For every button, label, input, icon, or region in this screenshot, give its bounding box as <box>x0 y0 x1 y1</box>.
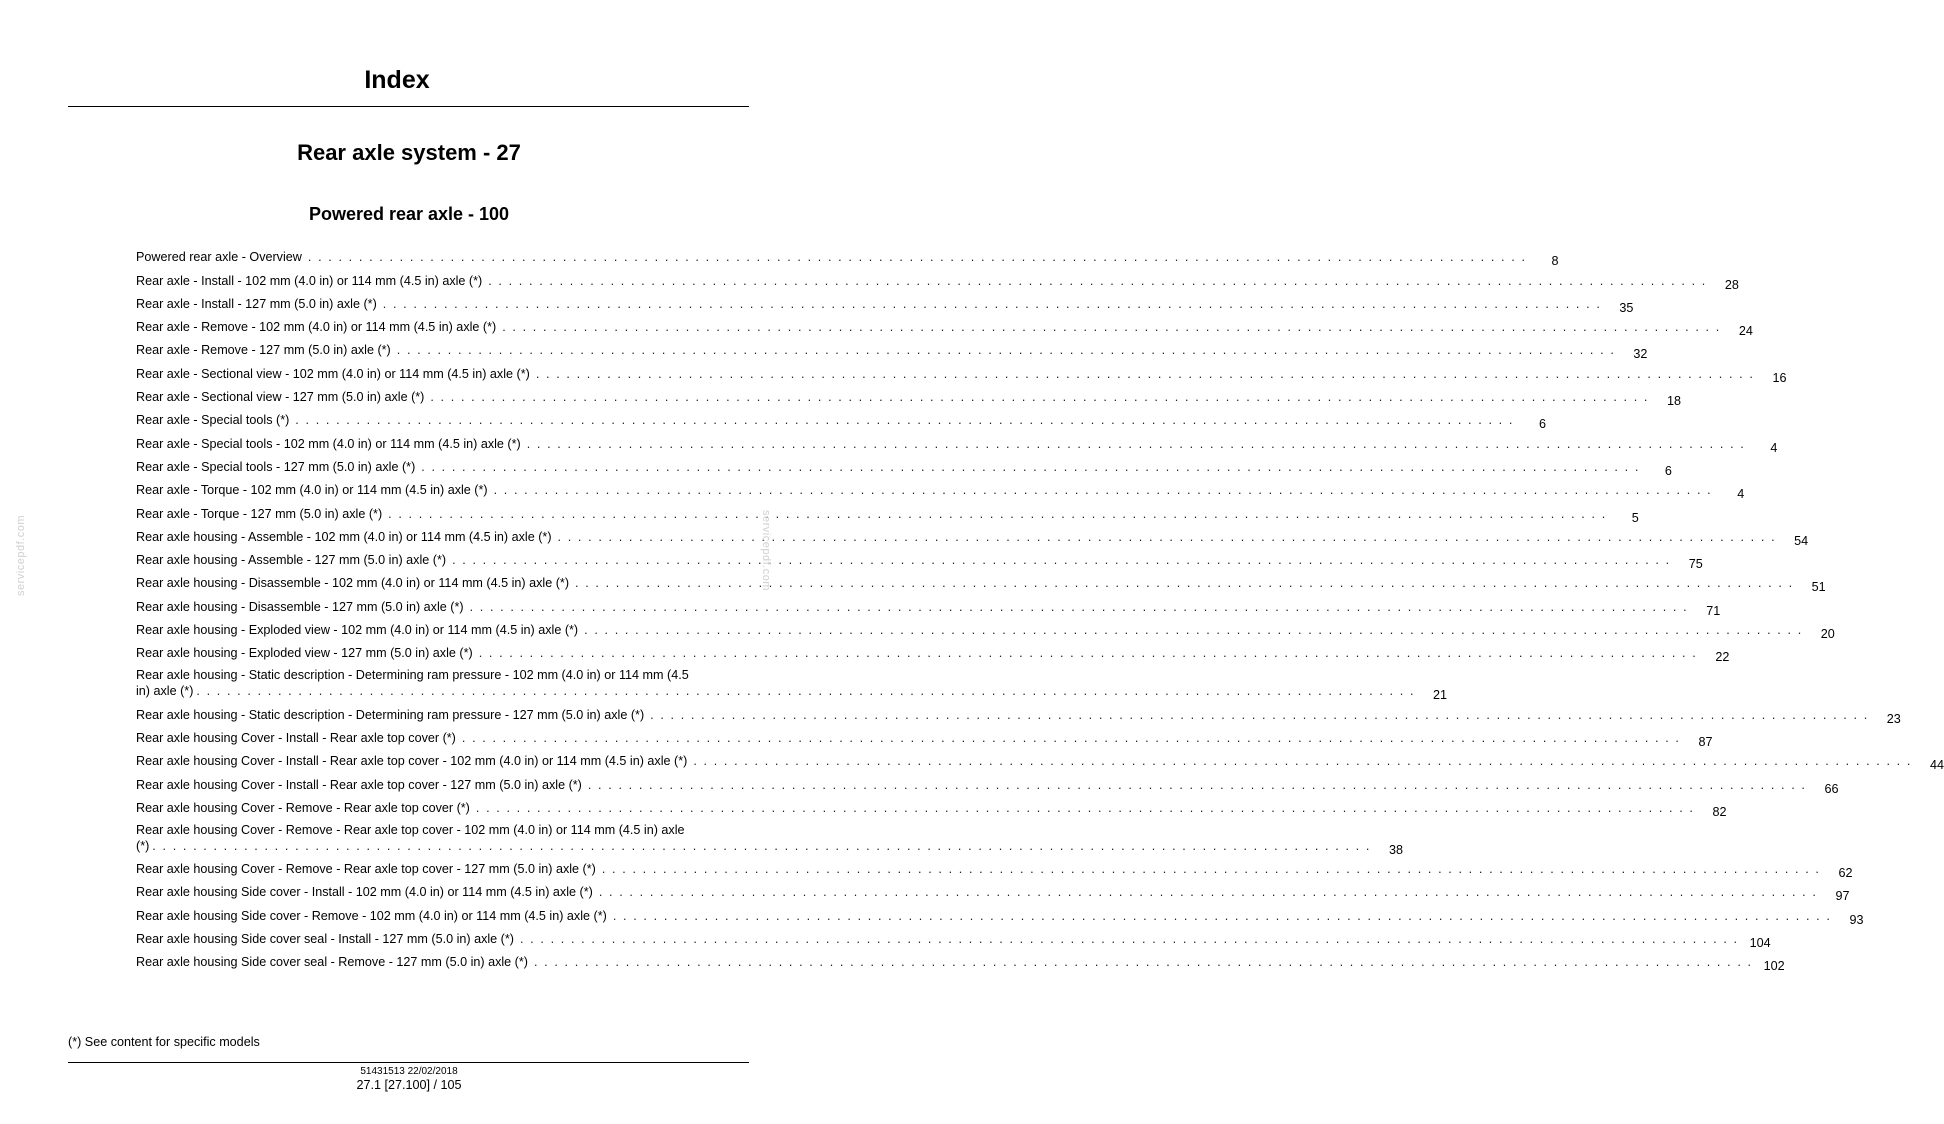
index-entry[interactable] <box>136 703 1901 726</box>
index-entry-page: 62 <box>1838 866 1853 881</box>
dot-leader: . . . . . . . . . . . . . . . . . . . . . . . . . . . . . . . . . . . . . . . . . . . . . . . . . . . . . . . . . . . . . . . . . . . . . . . . . . . . . . . . . . . . . . . . . . . . . . . . . . . . . . . . . . . . . . . . . . . . . . . . <box>430 390 1650 405</box>
index-entry-title: Rear axle housing - Disassemble - 127 mm (5.0 in) axle (*) <box>136 599 464 614</box>
index-title: Index <box>364 66 430 94</box>
index-entry-page: 87 <box>1698 734 1713 749</box>
index-entry-title-continued: (*) <box>136 838 150 853</box>
dot-leader: . . . . . . . . . . . . . . . . . . . . . . . . . . . . . . . . . . . . . . . . . . . . . . . . . . . . . . . . . . . . . . . . . . . . . . . . . . . . . . . . . . . . . . . . . . . . . . . . . . . . . . . . . . . . . . . . . . . . . . . . <box>152 838 1371 853</box>
index-entry-title: Rear axle housing Cover - Install - Rear axle top cover - 102 mm (4.0 in) or 114 mm (4.5 in) axle (*) <box>136 754 688 769</box>
index-entry-title: Rear axle housing Cover - Remove - Rear axle top cover - 102 mm (4.0 in) or 114 mm (4.5 in) axle <box>136 822 685 837</box>
index-entry[interactable] <box>136 881 1850 904</box>
index-entry-title: Powered rear axle - Overview <box>136 250 302 265</box>
index-entry[interactable] <box>136 750 1944 773</box>
dot-leader: . . . . . . . . . . . . . . . . . . . . . . . . . . . . . . . . . . . . . . . . . . . . . . . . . . . . . . . . . . . . . . . . . . . . . . . . . . . . . . . . . . . . . . . . . . . . . . . . . . . . . . . . . . . . . . . . . . . . . . . . <box>575 576 1794 591</box>
dot-leader: . . . . . . . . . . . . . . . . . . . . . . . . . . . . . . . . . . . . . . . . . . . . . . . . . . . . . . . . . . . . . . . . . . . . . . . . . . . . . . . . . . . . . . . . . . . . . . . . . . . . . . . . . . . . . . . . . . . . . . . . <box>526 436 1746 451</box>
index-entry-title-continued: in) axle (*) <box>136 684 194 699</box>
dot-leader: . . . . . . . . . . . . . . . . . . . . . . . . . . . . . . . . . . . . . . . . . . . . . . . . . . . . . . . . . . . . . . . . . . . . . . . . . . . . . . . . . . . . . . . . . . . . . . . . . . . . . . . . . . . . . . . . . . . . . . . . <box>295 413 1514 428</box>
index-entry-page: 6 <box>1538 417 1546 432</box>
dot-leader: . . . . . . . . . . . . . . . . . . . . . . . . . . . . . . . . . . . . . . . . . . . . . . . . . . . . . . . . . . . . . . . . . . . . . . . . . . . . . . . . . . . . . . . . . . . . . . . . . . . . . . . . . . . . . . . . . . . . . . . . <box>388 506 1607 521</box>
index-entry-page: 18 <box>1667 394 1682 409</box>
index-entry-title: Rear axle housing Side cover seal - Remove - 127 mm (5.0 in) axle (*) <box>136 955 528 970</box>
index-entry-page: 8 <box>1551 254 1559 269</box>
index-entry-page: 6 <box>1664 463 1672 478</box>
dot-leader: . . . . . . . . . . . . . . . . . . . . . . . . . . . . . . . . . . . . . . . . . . . . . . . . . . . . . . . . . . . . . . . . . . . . . . . . . . . . . . . . . . . . . . . . . . . . . . . . . . . . . . . . . . . . . . . . . . . . . . . . <box>502 320 1721 335</box>
index-entry[interactable] <box>136 858 1853 881</box>
index-entry-page: 104 <box>1749 936 1771 951</box>
index-entry-title: Rear axle housing Side cover seal - Install - 127 mm (5.0 in) axle (*) <box>136 932 514 947</box>
index-entry[interactable] <box>136 904 1864 927</box>
index-entry[interactable] <box>136 665 1448 703</box>
dot-leader: . . . . . . . . . . . . . . . . . . . . . . . . . . . . . . . . . . . . . . . . . . . . . . . . . . . . . . . . . . . . . . . . . . . . . . . . . . . . . . . . . . . . . . . . . . . . . . . . . . . . . . . . . . . . . . . . . . . . . . . . <box>650 707 1869 722</box>
dot-leader: . . . . . . . . . . . . . . . . . . . . . . . . . . . . . . . . . . . . . . . . . . . . . . . . . . . . . . . . . . . . . . . . . . . . . . . . . . . . . . . . . . . . . . . . . . . . . . . . . . . . . . . . . . . . . . . . . . . . . . . . <box>587 777 1807 792</box>
index-entry-title: Rear axle - Torque - 102 mm (4.0 in) or 114 mm (4.5 in) axle (*) <box>136 483 488 498</box>
index-entry[interactable] <box>136 595 1721 618</box>
index-entry-page: 97 <box>1835 889 1850 904</box>
index-entry-title: Rear axle housing - Assemble - 102 mm (4.0 in) or 114 mm (4.5 in) axle (*) <box>136 529 552 544</box>
index-entry[interactable] <box>136 246 1559 269</box>
footnote: (*) See content for specific models <box>68 1035 260 1049</box>
dot-leader: . . . . . . . . . . . . . . . . . . . . . . . . . . . . . . . . . . . . . . . . . . . . . . . . . . . . . . . . . . . . . . . . . . . . . . . . . . . . . . . . . . . . . . . . . . . . . . . . . . . . . . . . . . . . . . . . . . . . . . . . <box>533 955 1753 970</box>
index-entry-title: Rear axle housing Cover - Install - Rear axle top cover (*) <box>136 730 456 745</box>
dot-leader: . . . . . . . . . . . . . . . . . . . . . . . . . . . . . . . . . . . . . . . . . . . . . . . . . . . . . . . . . . . . . . . . . . . . . . . . . . . . . . . . . . . . . . . . . . . . . . . . . . . . . . . . . . . . . . . . . . . . . . . . <box>557 529 1777 544</box>
index-entry[interactable] <box>136 727 1713 750</box>
index-entry-title: Rear axle housing Cover - Remove - Rear axle top cover (*) <box>136 800 470 815</box>
index-entry-page: 4 <box>1737 487 1745 502</box>
index-entry[interactable] <box>136 293 1634 316</box>
index-entry[interactable] <box>136 456 1672 479</box>
dot-leader: . . . . . . . . . . . . . . . . . . . . . . . . . . . . . . . . . . . . . . . . . . . . . . . . . . . . . . . . . . . . . . . . . . . . . . . . . . . . . . . . . . . . . . . . . . . . . . . . . . . . . . . . . . . . . . . . . . . . . . . . <box>452 553 1671 568</box>
index-entry[interactable] <box>136 549 1703 572</box>
index-entry-page: 4 <box>1770 440 1778 455</box>
index-entry-page: 71 <box>1706 603 1721 618</box>
section-title: Rear axle system - 27 <box>297 140 521 165</box>
dot-leader: . . . . . . . . . . . . . . . . . . . . . . . . . . . . . . . . . . . . . . . . . . . . . . . . . . . . . . . . . . . . . . . . . . . . . . . . . . . . . . . . . . . . . . . . . . . . . . . . . . . . . . . . . . . . . . . . . . . . . . . . <box>598 885 1818 900</box>
index-entry-page: 32 <box>1633 347 1648 362</box>
index-entry[interactable] <box>136 928 1771 951</box>
index-entry-title: Rear axle - Install - 127 mm (5.0 in) axle (*) <box>136 296 377 311</box>
index-entry-title: Rear axle housing - Static description - Determining ram pressure - 102 mm (4.0 in) or 114 mm (4.5 <box>136 668 689 683</box>
dot-leader: . . . . . . . . . . . . . . . . . . . . . . . . . . . . . . . . . . . . . . . . . . . . . . . . . . . . . . . . . . . . . . . . . . . . . . . . . . . . . . . . . . . . . . . . . . . . . . . . . . . . . . . . . . . . . . . . . . . . . . . . <box>461 730 1681 745</box>
index-entry-page: 38 <box>1388 842 1403 857</box>
index-entry[interactable] <box>136 479 1745 502</box>
index-entry[interactable] <box>136 316 1753 339</box>
index-entry-page: 54 <box>1794 533 1809 548</box>
index-entry-page: 93 <box>1849 912 1864 927</box>
dot-leader: . . . . . . . . . . . . . . . . . . . . . . . . . . . . . . . . . . . . . . . . . . . . . . . . . . . . . . . . . . . . . . . . . . . . . . . . . . . . . . . . . . . . . . . . . . . . . . . . . . . . . . . . . . . . . . . . . . . . . . . . <box>396 343 1616 358</box>
dot-leader: . . . . . . . . . . . . . . . . . . . . . . . . . . . . . . . . . . . . . . . . . . . . . . . . . . . . . . . . . . . . . . . . . . . . . . . . . . . . . . . . . . . . . . . . . . . . . . . . . . . . . . . . . . . . . . . . . . . . . . . . <box>612 908 1832 923</box>
index-entry-title: Rear axle - Special tools (*) <box>136 413 290 428</box>
index-entry-page: 51 <box>1811 580 1826 595</box>
index-entry-title: Rear axle - Special tools - 127 mm (5.0 in) axle (*) <box>136 459 416 474</box>
index-entry-page: 23 <box>1886 711 1901 726</box>
index-entry-page: 22 <box>1715 650 1730 665</box>
dot-leader: . . . . . . . . . . . . . . . . . . . . . . . . . . . . . . . . . . . . . . . . . . . . . . . . . . . . . . . . . . . . . . . . . . . . . . . . . . . . . . . . . . . . . . . . . . . . . . . . . . . . . . . . . . . . . . . . . . . . . . . . <box>601 862 1821 877</box>
document-reference: 51431513 22/02/2018 <box>360 1066 458 1077</box>
index-entry-title: Rear axle housing - Exploded view - 102 mm (4.0 in) or 114 mm (4.5 in) axle (*) <box>136 623 579 638</box>
index-entry[interactable] <box>136 432 1778 455</box>
index-entry-title: Rear axle housing Cover - Remove - Rear axle top cover - 127 mm (5.0 in) axle (*) <box>136 862 596 877</box>
index-entry[interactable] <box>136 269 1739 292</box>
index-entry-title: Rear axle housing - Disassemble - 102 mm (4.0 in) or 114 mm (4.5 in) axle (*) <box>136 576 570 591</box>
index-entry-page: 28 <box>1724 277 1739 292</box>
index-entry-page: 44 <box>1929 758 1944 773</box>
index-entry-title: Rear axle - Sectional view - 127 mm (5.0 in) axle (*) <box>136 390 425 405</box>
index-entry-page: 75 <box>1688 557 1703 572</box>
index-entry-page: 102 <box>1763 959 1785 974</box>
index-entry[interactable] <box>136 773 1839 796</box>
dot-leader: . . . . . . . . . . . . . . . . . . . . . . . . . . . . . . . . . . . . . . . . . . . . . . . . . . . . . . . . . . . . . . . . . . . . . . . . . . . . . . . . . . . . . . . . . . . . . . . . . . . . . . . . . . . . . . . . . . . . . . . . <box>584 623 1803 638</box>
index-entry[interactable] <box>136 386 1682 409</box>
dot-leader: . . . . . . . . . . . . . . . . . . . . . . . . . . . . . . . . . . . . . . . . . . . . . . . . . . . . . . . . . . . . . . . . . . . . . . . . . . . . . . . . . . . . . . . . . . . . . . . . . . . . . . . . . . . . . . . . . . . . . . . . <box>535 366 1755 381</box>
index-entry[interactable] <box>136 642 1730 665</box>
index-entry-title: Rear axle housing Cover - Install - Rear axle top cover - 127 mm (5.0 in) axle (*) <box>136 777 582 792</box>
dot-leader: . . . . . . . . . . . . . . . . . . . . . . . . . . . . . . . . . . . . . . . . . . . . . . . . . . . . . . . . . . . . . . . . . . . . . . . . . . . . . . . . . . . . . . . . . . . . . . . . . . . . . . . . . . . . . . . . . . . . . . . . <box>196 684 1416 699</box>
watermark-right: servicepdf.com <box>760 510 772 591</box>
index-entry-page: 21 <box>1433 688 1448 703</box>
index-entry-title: Rear axle - Remove - 102 mm (4.0 in) or 114 mm (4.5 in) axle (*) <box>136 320 497 335</box>
index-entry[interactable] <box>136 951 1785 974</box>
footer-divider <box>68 1062 749 1063</box>
index-entry[interactable] <box>136 502 1639 525</box>
index-entry-page: 24 <box>1738 324 1753 339</box>
dot-leader: . . . . . . . . . . . . . . . . . . . . . . . . . . . . . . . . . . . . . . . . . . . . . . . . . . . . . . . . . . . . . . . . . . . . . . . . . . . . . . . . . . . . . . . . . . . . . . . . . . . . . . . . . . . . . . . . . . . . . . . . <box>493 483 1713 498</box>
dot-leader: . . . . . . . . . . . . . . . . . . . . . . . . . . . . . . . . . . . . . . . . . . . . . . . . . . . . . . . . . . . . . . . . . . . . . . . . . . . . . . . . . . . . . . . . . . . . . . . . . . . . . . . . . . . . . . . . . . . . . . . . <box>519 932 1739 947</box>
index-entry-title: Rear axle housing Side cover - Install - 102 mm (4.0 in) or 114 mm (4.5 in) axle (*) <box>136 885 593 900</box>
dot-leader: . . . . . . . . . . . . . . . . . . . . . . . . . . . . . . . . . . . . . . . . . . . . . . . . . . . . . . . . . . . . . . . . . . . . . . . . . . . . . . . . . . . . . . . . . . . . . . . . . . . . . . . . . . . . . . . . . . . . . . . . <box>421 459 1640 474</box>
subsection-title: Powered rear axle - 100 <box>308 204 510 224</box>
index-entry[interactable] <box>136 526 1809 549</box>
dot-leader: . . . . . . . . . . . . . . . . . . . . . . . . . . . . . . . . . . . . . . . . . . . . . . . . . . . . . . . . . . . . . . . . . . . . . . . . . . . . . . . . . . . . . . . . . . . . . . . . . . . . . . . . . . . . . . . . . . . . . . . . <box>469 599 1689 614</box>
index-entry[interactable] <box>136 339 1648 362</box>
index-entry-title: Rear axle housing - Assemble - 127 mm (5.0 in) axle (*) <box>136 553 447 568</box>
index-entry-title: Rear axle - Install - 102 mm (4.0 in) or 114 mm (4.5 in) axle (*) <box>136 273 483 288</box>
index-entry[interactable] <box>136 820 1403 858</box>
dot-leader: . . . . . . . . . . . . . . . . . . . . . . . . . . . . . . . . . . . . . . . . . . . . . . . . . . . . . . . . . . . . . . . . . . . . . . . . . . . . . . . . . . . . . . . . . . . . . . . . . . . . . . . . . . . . . . . . . . . . . . . . <box>488 273 1707 288</box>
index-entry[interactable] <box>136 409 1546 432</box>
index-entry-title: Rear axle - Torque - 127 mm (5.0 in) axle (*) <box>136 506 383 521</box>
index-entry-page: 5 <box>1631 510 1639 525</box>
index-entry-title: Rear axle - Special tools - 102 mm (4.0 in) or 114 mm (4.5 in) axle (*) <box>136 436 521 451</box>
dot-leader: . . . . . . . . . . . . . . . . . . . . . . . . . . . . . . . . . . . . . . . . . . . . . . . . . . . . . . . . . . . . . . . . . . . . . . . . . . . . . . . . . . . . . . . . . . . . . . . . . . . . . . . . . . . . . . . . . . . . . . . . <box>693 754 1912 769</box>
header-divider <box>68 106 749 107</box>
dot-leader: . . . . . . . . . . . . . . . . . . . . . . . . . . . . . . . . . . . . . . . . . . . . . . . . . . . . . . . . . . . . . . . . . . . . . . . . . . . . . . . . . . . . . . . . . . . . . . . . . . . . . . . . . . . . . . . . . . . . . . . . <box>478 646 1698 661</box>
index-entry[interactable] <box>136 572 1826 595</box>
index-entry-title: Rear axle housing - Exploded view - 127 mm (5.0 in) axle (*) <box>136 646 473 661</box>
index-entry-title: Rear axle housing Side cover - Remove - 102 mm (4.0 in) or 114 mm (4.5 in) axle (*) <box>136 908 607 923</box>
dot-leader: . . . . . . . . . . . . . . . . . . . . . . . . . . . . . . . . . . . . . . . . . . . . . . . . . . . . . . . . . . . . . . . . . . . . . . . . . . . . . . . . . . . . . . . . . . . . . . . . . . . . . . . . . . . . . . . . . . . . . . . . <box>475 800 1695 815</box>
index-entry[interactable] <box>136 362 1787 385</box>
index-entry-page: 66 <box>1824 781 1839 796</box>
index-entry-page: 82 <box>1712 804 1727 819</box>
watermark-left: servicepdf.com <box>15 515 27 596</box>
index-entry-title: Rear axle - Sectional view - 102 mm (4.0 in) or 114 mm (4.5 in) axle (*) <box>136 366 530 381</box>
index-entry-title: Rear axle - Remove - 127 mm (5.0 in) axle (*) <box>136 343 391 358</box>
dot-leader: . . . . . . . . . . . . . . . . . . . . . . . . . . . . . . . . . . . . . . . . . . . . . . . . . . . . . . . . . . . . . . . . . . . . . . . . . . . . . . . . . . . . . . . . . . . . . . . . . . . . . . . . . . . . . . . . . . . . . . . . <box>382 296 1602 311</box>
index-entry-page: 16 <box>1772 370 1787 385</box>
index-entry[interactable] <box>136 619 1835 642</box>
page-reference: 27.1 [27.100] / 105 <box>356 1078 462 1092</box>
index-entry[interactable] <box>136 797 1727 820</box>
index-entry-page: 35 <box>1619 300 1634 315</box>
index-entry-title: Rear axle housing - Static description - Determining ram pressure - 127 mm (5.0 in) axle (*) <box>136 707 645 722</box>
index-entry-page: 20 <box>1820 627 1835 642</box>
dot-leader: . . . . . . . . . . . . . . . . . . . . . . . . . . . . . . . . . . . . . . . . . . . . . . . . . . . . . . . . . . . . . . . . . . . . . . . . . . . . . . . . . . . . . . . . . . . . . . . . . . . . . . . . . . . . . . . . . . . . . . . . <box>307 250 1527 265</box>
